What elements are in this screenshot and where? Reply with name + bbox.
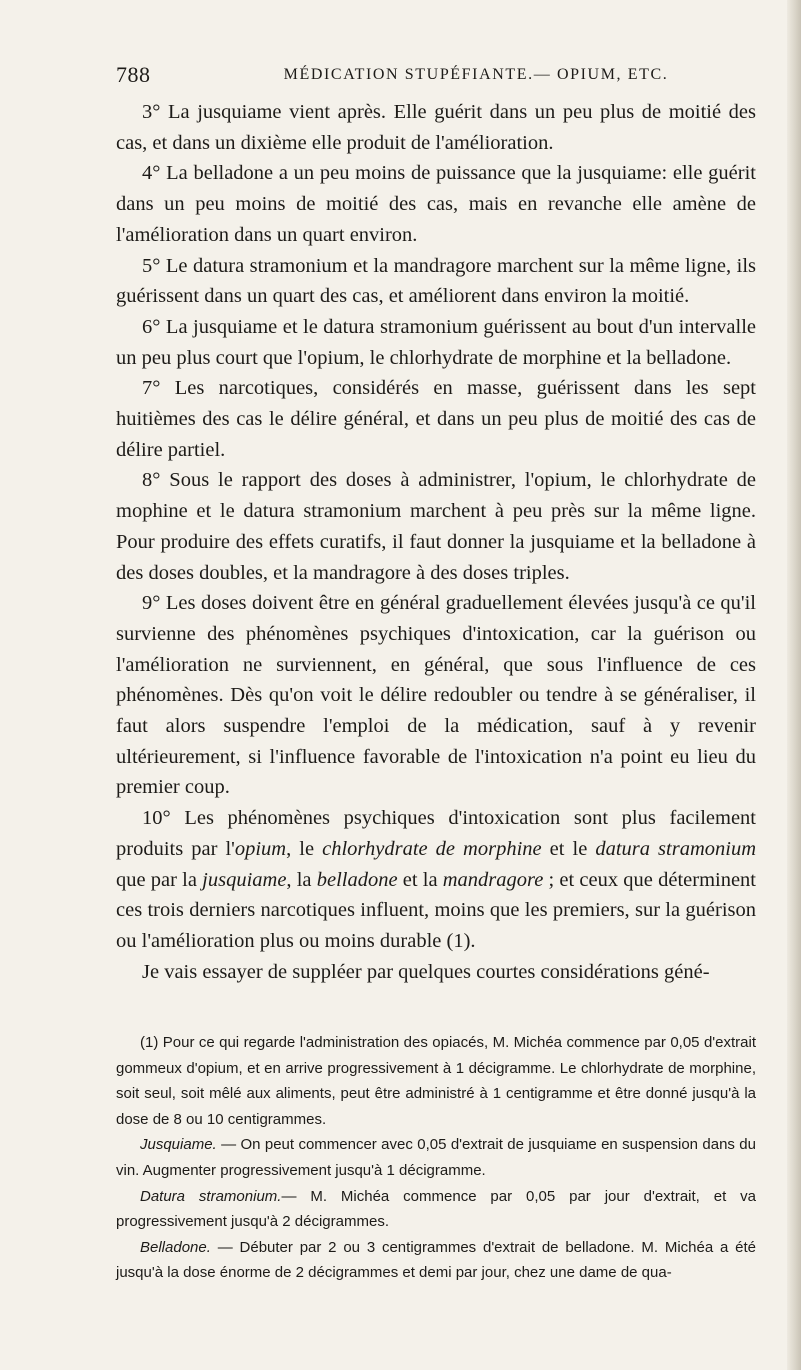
term-jusquiame: jusquiame — [202, 868, 287, 891]
main-text — [116, 97, 756, 987]
term-mandragore: mandragore — [442, 868, 544, 891]
page-number: 788 — [116, 62, 151, 87]
term-datura: datura stramonium — [595, 837, 756, 860]
term-chlorhydrate: chlorhydrate de morphine — [322, 837, 542, 860]
page-edge — [787, 0, 801, 1370]
page-header — [116, 62, 756, 88]
running-head: MÉDICATION STUPÉFIANTE.— OPIUM, ETC. — [283, 66, 669, 83]
footnote-jusquiame: Jusquiame. — On peut commencer avec 0,05 d'extrait de jusquiame en suspension dans du vin. Augmenter progressivement jusqu'à 1 décigramme. — [116, 1136, 756, 1179]
paragraph-6: 6° La jusquiame et le datura stramonium guérissent au bout d'un intervalle un peu plus court que l'opium, le chlorhydrate de morphine et la belladone. — [116, 315, 756, 369]
term-belladone: belladone — [316, 868, 398, 891]
closing-paragraph: Je vais essayer de suppléer par quelques courtes considérations géné- — [142, 960, 710, 983]
footnote-belladone: Belladone. — Débuter par 2 ou 3 centigrammes d'extrait de belladone. M. Michéa a été jusqu'à la dose énorme de 2 décigrammes et demi par jour, chez une dame de qua- — [116, 1238, 756, 1282]
paragraph-7: 7° Les narcotiques, considérés en masse, guérissent dans les sept huitièmes des cas le délire général, et dans un peu plus de moitié des cas de délire partiel. — [116, 377, 756, 461]
footnote-1: (1) Pour ce qui regarde l'administration des opiacés, M. Michéa commence par 0,05 d'extrait gommeux d'opium, et en arrive progressivement à 1 décigramme. Le chlorhydrate de morphine, soit seul, soit mêlé aux aliments, peut être administré à 1 centigramme et être donné jusqu'à la dose de 8 ou 10 centigrammes. — [116, 1034, 756, 1128]
footnotes — [116, 1030, 756, 1286]
footnote-datura: Datura stramonium.— M. Michéa commence par 0,05 par jour d'extrait, et va progressivement jusqu'à 2 décigrammes. — [116, 1187, 756, 1231]
term-opium: opium — [234, 837, 287, 860]
paragraph-9: 9° Les doses doivent être en général graduellement élevées jusqu'à ce qu'il survienne des phénomènes psychiques d'intoxication, car la guérison ou l'amélioration ne surviennent, en général, que sous l'influence de ces phénomènes. Dès qu'on voit le délire redoubler ou tendre à se généraliser, il faut alors suspendre l'emploi de la médication, sauf à y revenir ultérieurement, si l'influence favorable de l'intoxication n'a point eu lieu du premier coup. — [116, 592, 756, 799]
paragraph-10: 10° Les phénomènes psychiques d'intoxication sont plus facilement produits par l'opium, le chlorhydrate de morphine et le datura stramonium que par la jusquiame, la belladone et la mandragore ; et ceux que déterminent ces trois derniers narcotiques influent, moins que les premiers, sur la guérison ou l'amélioration plus ou moins durable (1). — [116, 807, 757, 952]
paragraph-4: 4° La belladone a un peu moins de puissance que la jusquiame: elle guérit dans un peu moins de moitié des cas, mais en revanche elle amène de l'amélioration dans un quart environ. — [116, 162, 756, 246]
paragraph-5: 5° Le datura stramonium et la mandragore marchent sur la même ligne, ils guérissent dans un quart des cas, et améliorent dans environ la moitié. — [116, 254, 756, 308]
paragraph-8: 8° Sous le rapport des doses à administrer, l'opium, le chlorhydrate de mophine et le datura stramonium marchent à peu près sur la même ligne. Pour produire des effets curatifs, il faut donner la jusquiame et la belladone à des doses doubles, et la mandragore à des doses triples. — [116, 469, 756, 584]
paragraph-3: 3° La jusquiame vient après. Elle guérit dans un peu plus de moitié des cas, et dans un dixième elle produit de l'amélioration. — [116, 101, 756, 154]
